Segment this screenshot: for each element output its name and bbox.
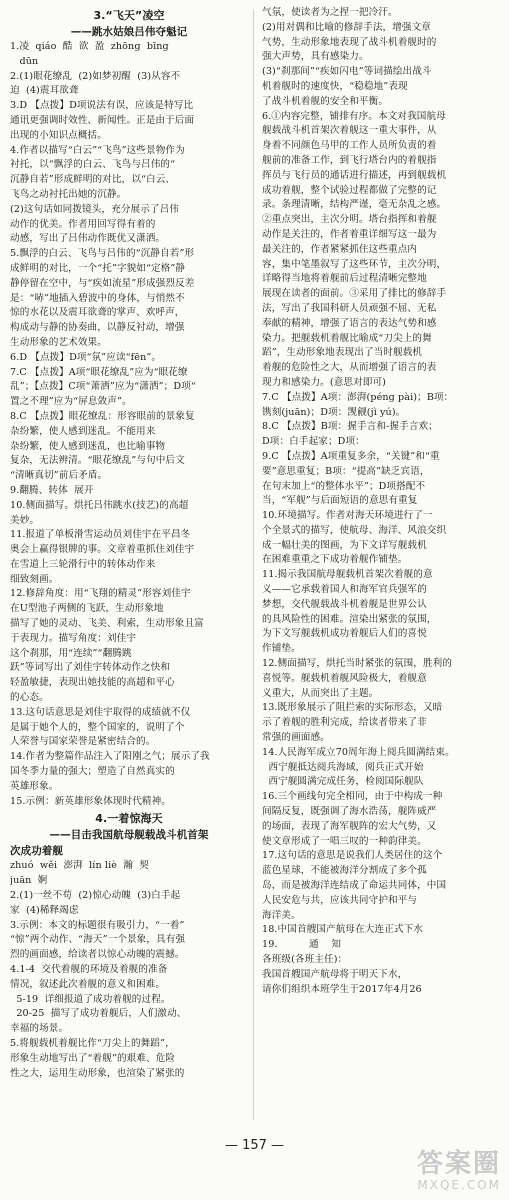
answer-line: 4.1-4 交代着舰的环境及着舰的准备 [10, 964, 168, 976]
answer-line: 烈的画面感，给读者以惊心动魄的震撼。 [10, 949, 185, 961]
answer-line: (3)“刹那间”“疾如闪电”等词描绘出战斗 [262, 66, 432, 78]
answer-line: 形象生动地写出了“着舰”的艰难、危险 [10, 1052, 176, 1064]
answer-line: 置之不理”应为“屏息敛声”。 [10, 396, 132, 408]
watermark-logo [417, 1150, 501, 1192]
answer-line: 在U型池子两侧的飞跃，生动形象地 [10, 603, 164, 615]
answer-line: 义——它承载着国人和海军官兵强军的 [262, 584, 427, 596]
answer-line: 常强的画面感。 [262, 732, 330, 744]
answer-line: 1.凌 qiáo 酷 欲 盈 zhōng bīng [10, 41, 169, 52]
answer-line: 详略得当地将着舰前后过程清晰完整地 [262, 273, 427, 285]
section-3-title: 3.“飞天”凌空 [93, 9, 165, 22]
answer-line: (2)用对偶和比喻的修辞手法，增强文章 [262, 21, 431, 33]
answer-line: 6.①内容完整，铺排有序。本文对我国航母 [262, 110, 446, 122]
answer-line: 成鲜明的对比，一个“托”字貌如“定格”静 [10, 262, 186, 274]
answer-line: 2.(1)一丝不苟 (2)惊心动魄 (3)白手起 [10, 890, 181, 902]
watermark-main: 答案圈 [416, 1149, 501, 1179]
section-3-subtitle: ——跳水姑娘吕伟夺魁记 [70, 26, 188, 38]
answer-line: 作铺垫。 [262, 643, 301, 655]
answer-line: 人民安危与共，应该共同守护和平与 [262, 894, 418, 906]
answer-line: 9.C 【点拨】A项重复多余，“关键”和“重 [262, 450, 440, 462]
answer-line: 3.示例：本文的标题很有吸引力，“一着” [10, 919, 185, 931]
answer-line: 各班级(各班主任)： [262, 954, 348, 965]
answer-line: 在雪道上三轮滑行中的转体动作来 [10, 558, 156, 570]
answer-line: 身着不同颜色马甲的工作人员所负责的着 [262, 140, 437, 152]
answer-line: 11.揭示我国航母舰载机首架次着舰的意 [262, 569, 433, 581]
answer-line: 国冬季力量的强大；塑造了自然真实的 [10, 766, 175, 778]
answer-line: 4.作者以描写“白云”“飞鸟”这些景物作为 [10, 144, 185, 156]
answer-line: 西宁舰抵达阅兵海域，阅兵正式开始 [262, 761, 424, 773]
answer-line: 10.环境描写。作者对海天环境进行了一 [262, 510, 433, 522]
answer-line: 英雄形象。 [10, 780, 59, 792]
answer-line: 14.作者为整篇作品注入了阳刚之气；展示了我 [10, 751, 210, 763]
answer-line: (2)这句话如同拨镜头，充分展示了吕伟 [10, 203, 179, 215]
answer-line: 3.D 【点拨】D项说法有误，应该是特写比 [10, 100, 194, 112]
answer-line: 动作是关注的，作者着重详细写这一最为 [262, 228, 437, 240]
right-column [262, 6, 500, 1136]
answer-line: 6.D 【点拨】D项“氛”应读“fēn”。 [10, 351, 162, 363]
answer-line: 惊的水花以及震耳欲聋的掌声、欢呼声， [10, 307, 185, 319]
answer-line: 动感，写出了吕伟动作既优又潇洒。 [10, 233, 166, 245]
answer-line: 静停留在空中，与“疾如流星”形成强烈反差 [10, 277, 195, 289]
answer-line: 情况，叙述此次着舰的意义和困难。 [10, 978, 166, 990]
answer-line: 舰前的准备工作，到飞行塔台内的着舰指 [262, 154, 437, 166]
section-4-answers-cont [262, 6, 500, 997]
answer-line: 9.翻腾、转体 展开 [10, 484, 94, 496]
answer-line: 的具风险性的困难。渲染出紧张的氛围， [262, 613, 437, 625]
answer-line: 13.这句话意思是刘佳宇取得的成绩就不仅 [10, 706, 191, 718]
answer-line: 复杂，无法辨清。“眼花缭乱”与句中后文 [10, 455, 185, 467]
answer-line: 了战斗机着舰的安全和平衡。 [262, 95, 389, 107]
column-divider [253, 10, 254, 1120]
answer-line: 8.C 【点拨】眼花缭乱：形容眼前的景象复 [10, 410, 195, 422]
section-4-answers [10, 859, 248, 1081]
answer-line: 2.(1)眼花缭乱 (2)如梦初醒 (3)从容不 [10, 70, 181, 82]
answer-line: 法，写出了我国科研人员顽强不屈、无私 [262, 302, 437, 314]
answer-line: 飞鸟之动衬托出她的沉静。 [10, 188, 127, 200]
watermark-url: MXQE.COM [417, 1178, 501, 1192]
answer-line: 15.示例：新英雄形象体现时代精神。 [10, 795, 171, 807]
answer-line: 美妙。 [10, 514, 40, 526]
answer-line: 11.报道了单板滑雪运动员刘佳宇在平昌冬 [10, 529, 191, 541]
answer-line: 杂纷繁，使人感到迷乱。不能用来 [10, 425, 156, 437]
page-number: — 157 — [224, 1138, 285, 1153]
answer-line: 最关注的，作者紧紧抓住这些重点内 [262, 243, 418, 255]
answer-line: 舰载战斗机首架次着舰这一重大事件，从 [262, 125, 437, 137]
answer-line: 出现的小知识点概括。 [10, 129, 107, 141]
answer-line: 10.侧面描写。烘托吕伟跳水(技艺)的高超 [10, 499, 189, 511]
answer-line: 轻盈敏捷，表现出她技能的高超和平心 [10, 677, 175, 689]
answer-line: 在句末加上“的整体水平”；D项搭配不 [262, 480, 426, 492]
answer-line: 成功着舰，整个试验过程都做了完整的记 [262, 184, 437, 196]
answer-line: 沉静自若”形成鲜明的对比，以“白云、 [10, 174, 176, 186]
answer-line: 现力和感染力。(意思对即可) [262, 376, 387, 388]
answer-line: 描写了她的灵动、飞美、利索，生动形象且富 [10, 618, 204, 630]
answer-line: 19. 通 知 [262, 939, 342, 951]
answer-line: 这个刹那，用“连续”“翻腾跳 [10, 647, 132, 659]
answer-line: 7.C 【点拨】A项：澎湃(péng pài)；B项： [262, 391, 454, 403]
answer-line: 海洋美。 [262, 909, 301, 921]
answer-line: 性之大，运用生动形象，也渲染了紧张的 [10, 1067, 185, 1079]
answer-line: 构成动与静的协奏曲，以静反衬动，增强 [10, 322, 185, 334]
answer-line: 12.修辞角度：用“飞翔的精灵”形容刘佳宇 [10, 588, 191, 600]
answer-line: 12.侧面描写，烘托当时紧张的氛围，胜利的 [262, 658, 453, 670]
answer-line: 染力。把舰载机着舰比喻成“刀尖上的舞 [262, 332, 432, 344]
answer-line: 5.将舰载机着舰比作“刀尖上的舞蹈”， [10, 1038, 175, 1049]
answer-line: 着舰的危险性之大，从而增强了语言的表 [262, 362, 437, 374]
answer-line: 使文章形成了一唱三叹的一种韵律美。 [262, 835, 427, 847]
answer-line: 奉献的精神，增强了语言的表达气势和感 [262, 317, 437, 329]
answer-line: 义重大，从而突出了主题。 [262, 687, 379, 699]
answer-line: 通讯更强调时效性、新闻性。正是由于后面 [10, 114, 195, 126]
answer-line: 气势，生动形象地表现了战斗机着舰时的 [262, 36, 437, 48]
answer-line: 西宁舰圆满完成任务，检阅国际舰队 [262, 776, 424, 788]
answer-line: 是属于她个人的，整个国家的，说明了个 [10, 721, 185, 733]
answer-line: 生动形象的艺术效果。 [10, 336, 107, 348]
answer-line: 梦想，交代舰载战斗机着舰是世界公认 [262, 598, 427, 610]
answer-line: 间隔反复，既强调了海水浩荡，舰阵威严 [262, 806, 437, 818]
answer-line: 示了着舰的胜利完成，给读者带来了非 [262, 717, 427, 729]
answer-line: 细致刻画。 [10, 573, 59, 585]
answer-line: juān 婀 [10, 875, 48, 887]
section-4-title: 4.一着惊海天 [95, 812, 163, 826]
answer-line: 动作的优美。作者用回写得有着的 [10, 218, 156, 230]
answer-line: 人荣誉与国家荣誉是紧密结合的。 [10, 736, 156, 748]
answer-line: 录。条理清晰，结构严谨，毫无杂乱之感。 [262, 199, 447, 211]
section-4-subtitle-cont: 次成功着舰 [10, 845, 63, 858]
answer-line: 衬托，以“飘浮的白云、飞鸟与吕伟的“ [10, 159, 176, 171]
answer-line: zhuó wěi 澎湃 lín liè 瀚 契 [10, 860, 149, 872]
answer-line: 5.飘浮的白云、飞鸟与吕伟的“沉静自若”形 [10, 248, 195, 260]
answer-line: 岛，而是被海洋连结成了命运共同体，中国 [262, 880, 447, 892]
answer-line: 迫 (4)震耳欲聋 [10, 85, 79, 97]
answer-line: 20-25 描写了成功着舰后，人们激动、 [10, 1008, 187, 1020]
answer-line: 幸福的场景。 [10, 1023, 69, 1035]
answer-line: 乱”；【点拨】C项“萧洒”应为“潇洒”；D项“ [10, 381, 196, 393]
answer-line: 喜悦等。舰载机着舰风险极大，着舰意 [262, 672, 427, 684]
answer-line: 成一幅壮美的图画，为下文详写舰载机 [262, 539, 427, 551]
answer-line: dūn [10, 55, 39, 67]
answer-line: 7.C 【点拨】A项“眼花缭乱”应为“眼花缭 [10, 366, 188, 378]
answer-line: 挥员与飞行员的通话进行描述，再到舰载机 [262, 169, 447, 181]
answer-line: 在困难重重之下成功着舰作铺垫。 [262, 554, 408, 566]
answer-line: 展现在读者的面前。③采用了排比的修辞手 [262, 288, 447, 300]
answer-line: “清晰真切”前后矛盾。 [10, 470, 108, 482]
answer-line: 蓝色星球，不能被海洋分割成了多个孤 [262, 865, 427, 877]
answer-line: 我国首艘国产航母将于明天下水， [262, 968, 408, 980]
answer-line: 镌刻(juān)；D项：觊觎(jì yú)。 [262, 406, 406, 418]
answer-line: 气氛，使读者为之捏一把冷汗。 [262, 7, 398, 18]
answer-line: 的场面，表现了海军舰阵的宏大气势，又 [262, 820, 437, 832]
section-4-subtitle: ——目击我国航母舰载战斗机首架 [49, 829, 209, 842]
answer-line: 家 (4)稀释竭虑 [10, 904, 79, 916]
section-3-answers [10, 40, 248, 809]
answer-line: D项：白手起家；D项： [262, 436, 365, 448]
answer-line: 奥会上赢得银牌的事。文章着重抓住刘佳宇 [10, 544, 195, 556]
answer-line: 杂纷繁，使人感到迷乱，也比喻事物 [10, 440, 166, 452]
answer-line: 8.C 【点拨】B项：握手言和-握手言欢； [262, 421, 438, 433]
answer-line: 13.既形象展示了阻拦索的实际形态，又暗 [262, 702, 443, 714]
answer-line: 当，“军舰”与后面短语的意思有重复 [262, 495, 418, 507]
answer-line: 是：“哧”地插入碧波中的身体，与悄然不 [10, 292, 185, 304]
answer-line: 于表现力。描写角度：刘佳宇 [10, 632, 137, 644]
answer-line: 16.三个画线句完全相同，由于中构成一种 [262, 791, 443, 803]
answer-line: “惊”两个动作、“海天”一个景象，具有强 [10, 934, 186, 946]
answer-line: 17.这句话的意思是说我们人类居住的这个 [262, 850, 443, 862]
answer-line: 容，集中笔墨叙写了这些环节，主次分明， [262, 258, 447, 270]
answer-line: 强大声势，具有感染力。 [262, 51, 369, 63]
answer-line: 请你们组织本班学生于2017年4月26 [262, 983, 422, 995]
answer-line: 蹈”，生动形象地表现出了当时舰载机 [262, 347, 423, 359]
answer-line: 的心态。 [10, 692, 49, 704]
answer-line: 跃”等词写出了刘佳宇转体动作之快和 [10, 662, 171, 674]
answer-line: 个全景式的描写，使航母、海洋、风浪交织 [262, 524, 447, 536]
answer-line: 14.人民海军成立70周年海上阅兵圆满结束。 [262, 746, 455, 758]
answer-line: 5-19 详细报道了成功着舰的过程。 [10, 993, 171, 1005]
answer-line: 机着舰时的速度快，“稳稳地”表现 [262, 80, 408, 92]
answer-line: 要”意思重复；B项：“提高”缺乏宾语， [262, 465, 430, 477]
answer-line: 18.中国首艘国产航母在大连正式下水 [262, 924, 423, 936]
answer-line: ②重点突出，主次分明。塔台指挥和着舰 [262, 214, 437, 226]
answer-line: 为下文写舰载机成功着舰后人们的喜悦 [262, 628, 427, 640]
left-column [10, 6, 248, 1136]
